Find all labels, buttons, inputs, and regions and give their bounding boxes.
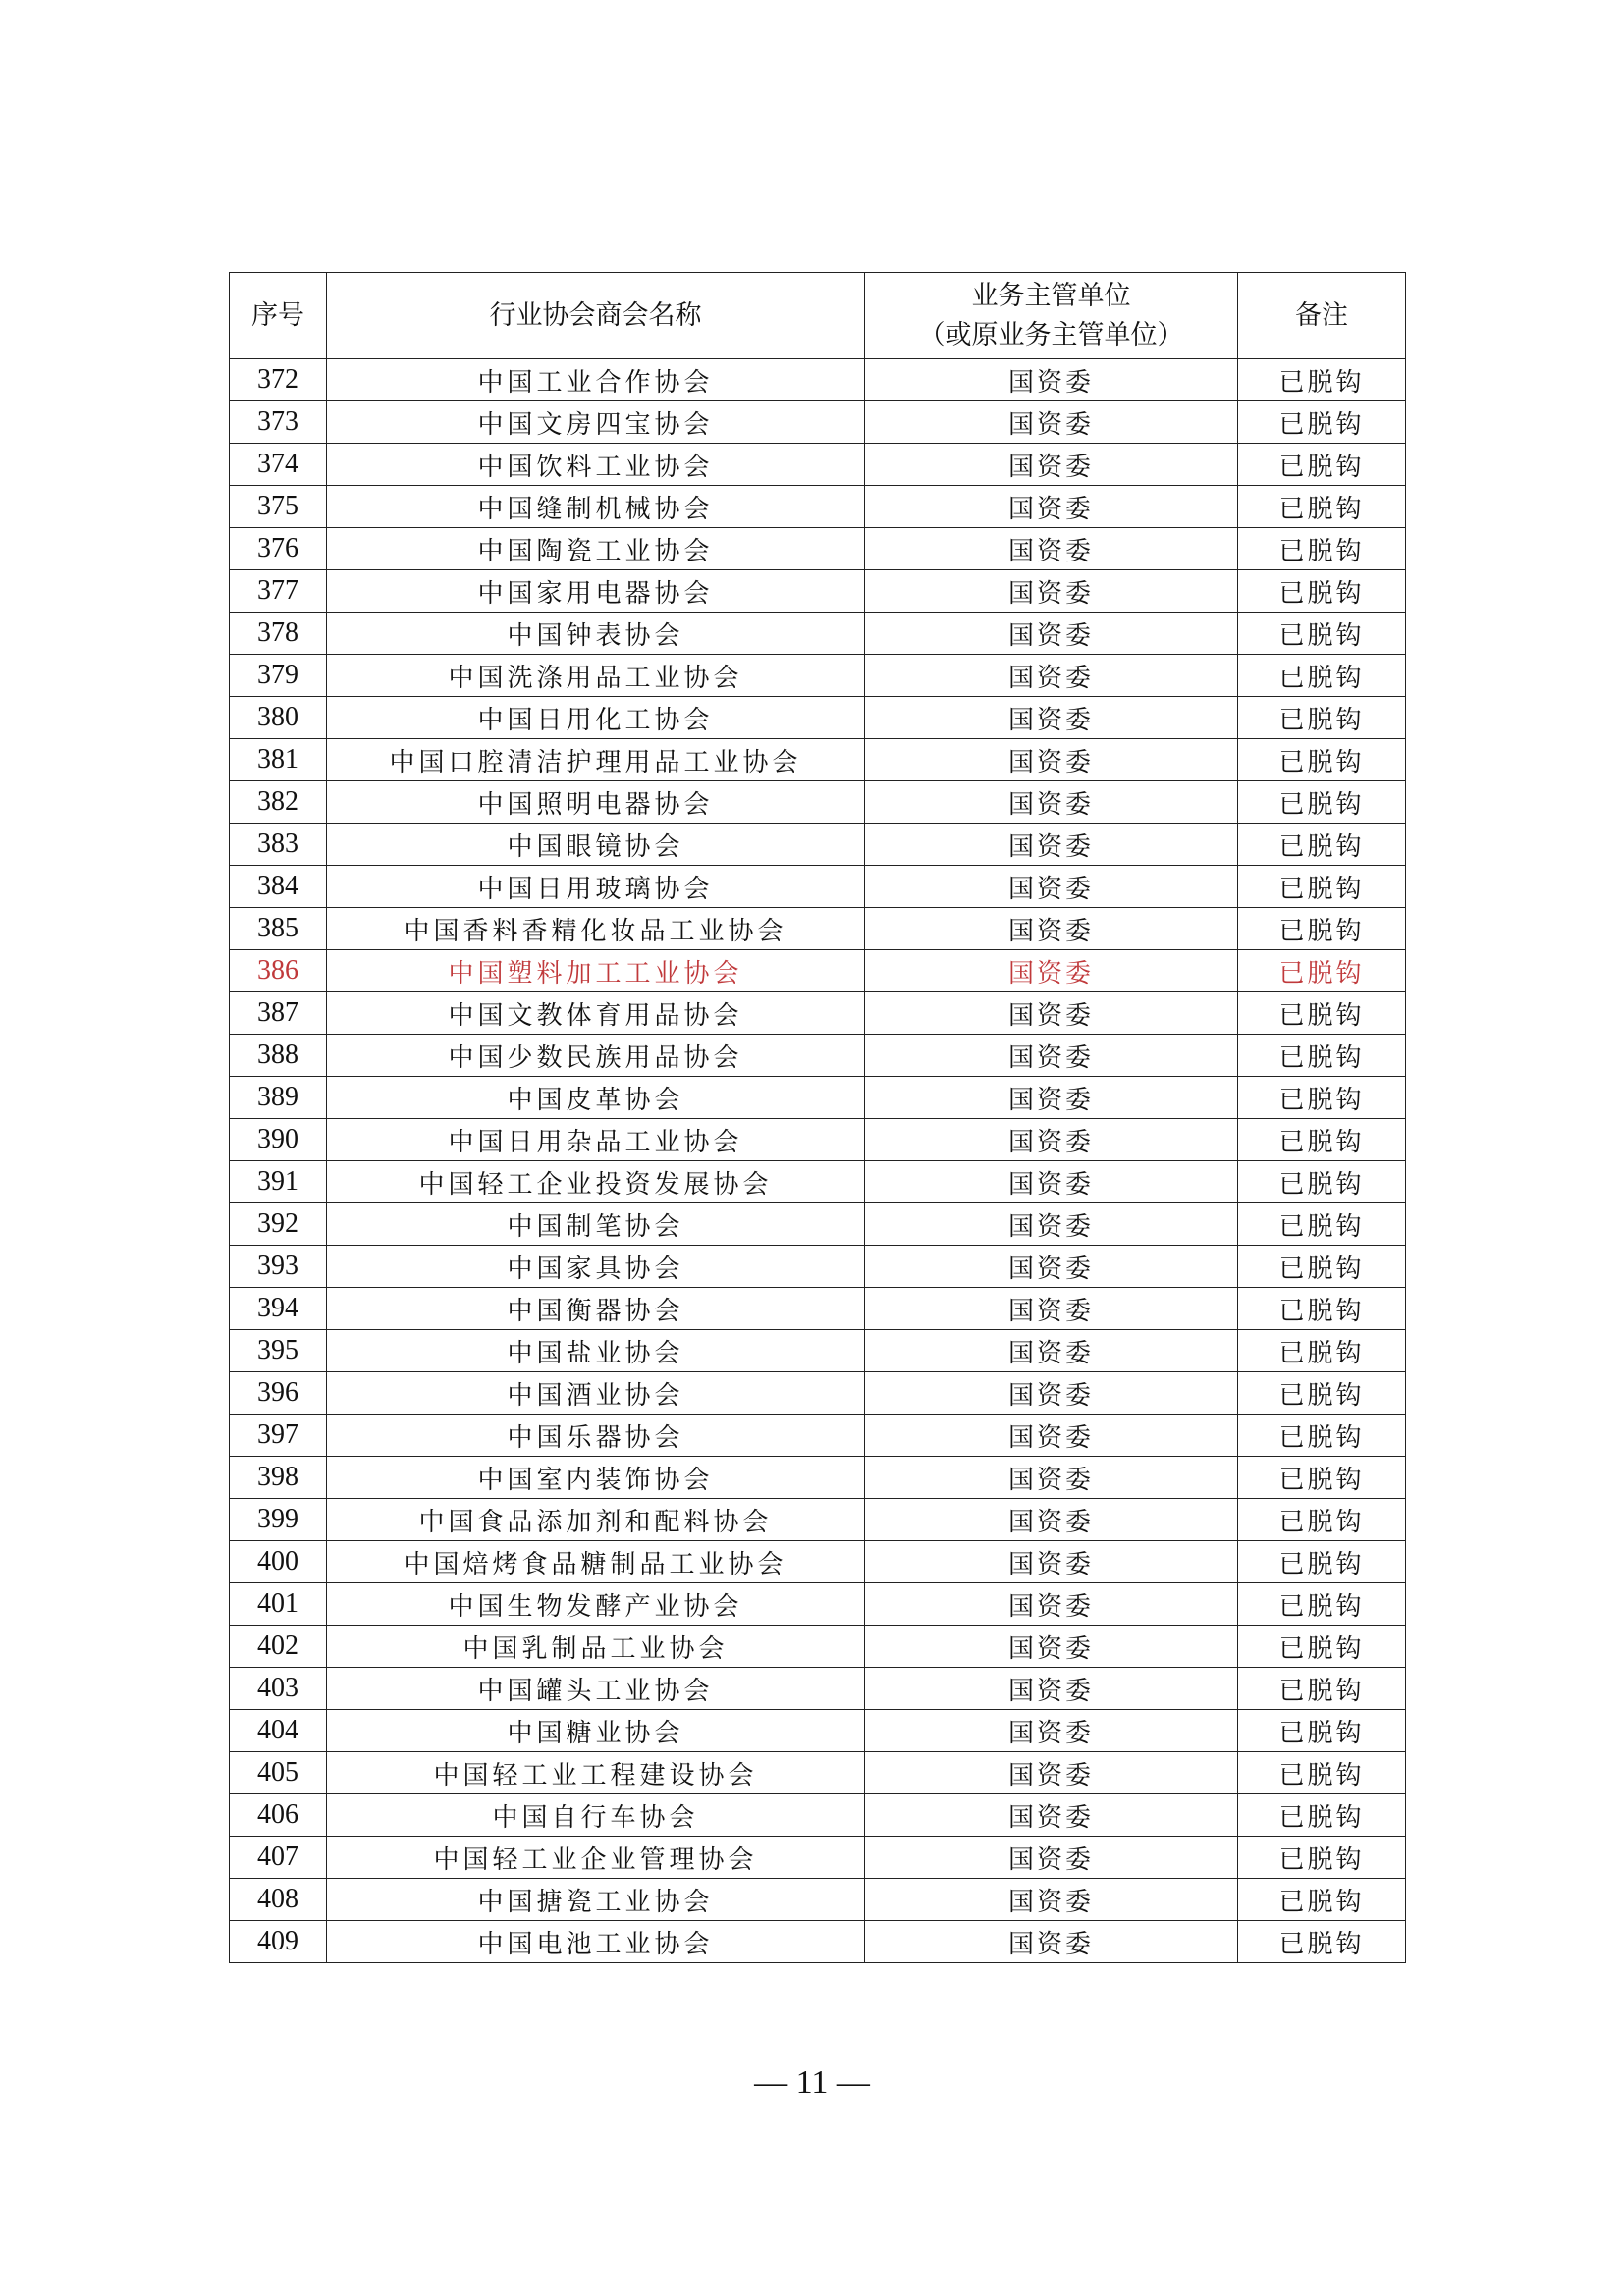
- table-row: [230, 655, 1406, 697]
- cell-association-name: 中国工业合作协会: [327, 359, 865, 401]
- cell-supervising-unit: 国资委: [865, 1752, 1238, 1794]
- cell-serial-number: 378: [230, 613, 327, 655]
- cell-association-name: 中国日用玻璃协会: [327, 866, 865, 908]
- cell-association-name: 中国塑料加工工业协会: [327, 950, 865, 992]
- cell-supervising-unit: 国资委: [865, 1372, 1238, 1415]
- cell-association-name: 中国文房四宝协会: [327, 401, 865, 444]
- cell-remarks: 已脱钩: [1238, 781, 1406, 824]
- cell-serial-number: 385: [230, 908, 327, 950]
- cell-remarks: 已脱钩: [1238, 950, 1406, 992]
- header-association-name: 行业协会商会名称: [327, 273, 865, 359]
- cell-serial-number: 389: [230, 1077, 327, 1119]
- table-row: [230, 824, 1406, 866]
- cell-remarks: 已脱钩: [1238, 1583, 1406, 1626]
- cell-remarks: 已脱钩: [1238, 824, 1406, 866]
- cell-serial-number: 379: [230, 655, 327, 697]
- cell-supervising-unit: 国资委: [865, 992, 1238, 1035]
- cell-remarks: 已脱钩: [1238, 1330, 1406, 1372]
- cell-association-name: 中国轻工业企业管理协会: [327, 1837, 865, 1879]
- cell-remarks: 已脱钩: [1238, 1288, 1406, 1330]
- table-row: [230, 1837, 1406, 1879]
- cell-remarks: 已脱钩: [1238, 1499, 1406, 1541]
- table-row: [230, 1541, 1406, 1583]
- cell-supervising-unit: 国资委: [865, 1119, 1238, 1161]
- table-row: [230, 1879, 1406, 1921]
- table-row: [230, 1372, 1406, 1415]
- cell-supervising-unit: 国资委: [865, 359, 1238, 401]
- cell-supervising-unit: 国资委: [865, 1415, 1238, 1457]
- cell-supervising-unit: 国资委: [865, 1541, 1238, 1583]
- cell-remarks: 已脱钩: [1238, 655, 1406, 697]
- association-table: [229, 272, 1406, 1963]
- cell-supervising-unit: 国资委: [865, 866, 1238, 908]
- cell-supervising-unit: 国资委: [865, 1921, 1238, 1963]
- cell-supervising-unit: 国资委: [865, 1077, 1238, 1119]
- cell-remarks: 已脱钩: [1238, 908, 1406, 950]
- cell-serial-number: 408: [230, 1879, 327, 1921]
- cell-association-name: 中国糖业协会: [327, 1710, 865, 1752]
- table-row: [230, 1035, 1406, 1077]
- cell-association-name: 中国衡器协会: [327, 1288, 865, 1330]
- cell-serial-number: 397: [230, 1415, 327, 1457]
- cell-association-name: 中国眼镜协会: [327, 824, 865, 866]
- table-row: [230, 359, 1406, 401]
- table-row: [230, 1668, 1406, 1710]
- table-row: [230, 1077, 1406, 1119]
- cell-association-name: 中国陶瓷工业协会: [327, 528, 865, 570]
- cell-supervising-unit: 国资委: [865, 824, 1238, 866]
- cell-association-name: 中国少数民族用品协会: [327, 1035, 865, 1077]
- cell-association-name: 中国家具协会: [327, 1246, 865, 1288]
- cell-association-name: 中国罐头工业协会: [327, 1668, 865, 1710]
- cell-association-name: 中国缝制机械协会: [327, 486, 865, 528]
- cell-association-name: 中国乐器协会: [327, 1415, 865, 1457]
- cell-serial-number: 395: [230, 1330, 327, 1372]
- table-row: [230, 444, 1406, 486]
- cell-supervising-unit: 国资委: [865, 1710, 1238, 1752]
- cell-serial-number: 382: [230, 781, 327, 824]
- cell-remarks: 已脱钩: [1238, 1752, 1406, 1794]
- cell-remarks: 已脱钩: [1238, 1203, 1406, 1246]
- cell-supervising-unit: 国资委: [865, 570, 1238, 613]
- cell-supervising-unit: 国资委: [865, 908, 1238, 950]
- cell-supervising-unit: 国资委: [865, 739, 1238, 781]
- table-row: [230, 1288, 1406, 1330]
- table-row: [230, 739, 1406, 781]
- cell-serial-number: 380: [230, 697, 327, 739]
- page-number: — 11 —: [754, 2064, 870, 2101]
- table-row: [230, 1921, 1406, 1963]
- cell-remarks: 已脱钩: [1238, 1246, 1406, 1288]
- cell-supervising-unit: 国资委: [865, 1203, 1238, 1246]
- cell-supervising-unit: 国资委: [865, 1626, 1238, 1668]
- cell-association-name: 中国室内装饰协会: [327, 1457, 865, 1499]
- table-row: [230, 1710, 1406, 1752]
- cell-serial-number: 375: [230, 486, 327, 528]
- table-row: [230, 1499, 1406, 1541]
- cell-remarks: 已脱钩: [1238, 444, 1406, 486]
- cell-serial-number: 406: [230, 1794, 327, 1837]
- table-row: [230, 1752, 1406, 1794]
- table-row: [230, 1246, 1406, 1288]
- cell-serial-number: 384: [230, 866, 327, 908]
- header-remarks: 备注: [1238, 273, 1406, 359]
- table-row: [230, 1161, 1406, 1203]
- table-row: [230, 528, 1406, 570]
- cell-association-name: 中国制笔协会: [327, 1203, 865, 1246]
- cell-serial-number: 401: [230, 1583, 327, 1626]
- cell-association-name: 中国钟表协会: [327, 613, 865, 655]
- cell-association-name: 中国酒业协会: [327, 1372, 865, 1415]
- cell-remarks: 已脱钩: [1238, 1541, 1406, 1583]
- cell-serial-number: 402: [230, 1626, 327, 1668]
- cell-supervising-unit: 国资委: [865, 401, 1238, 444]
- cell-association-name: 中国口腔清洁护理用品工业协会: [327, 739, 865, 781]
- cell-remarks: 已脱钩: [1238, 1837, 1406, 1879]
- cell-remarks: 已脱钩: [1238, 866, 1406, 908]
- cell-association-name: 中国自行车协会: [327, 1794, 865, 1837]
- cell-serial-number: 393: [230, 1246, 327, 1288]
- cell-serial-number: 373: [230, 401, 327, 444]
- cell-serial-number: 405: [230, 1752, 327, 1794]
- cell-serial-number: 383: [230, 824, 327, 866]
- cell-remarks: 已脱钩: [1238, 1372, 1406, 1415]
- cell-association-name: 中国焙烤食品糖制品工业协会: [327, 1541, 865, 1583]
- cell-supervising-unit: 国资委: [865, 1457, 1238, 1499]
- cell-serial-number: 403: [230, 1668, 327, 1710]
- cell-remarks: 已脱钩: [1238, 1794, 1406, 1837]
- header-supervising-unit: [865, 273, 1238, 359]
- cell-remarks: 已脱钩: [1238, 401, 1406, 444]
- table-row: [230, 1794, 1406, 1837]
- cell-remarks: 已脱钩: [1238, 1119, 1406, 1161]
- cell-serial-number: 372: [230, 359, 327, 401]
- table-row: [230, 570, 1406, 613]
- cell-serial-number: 407: [230, 1837, 327, 1879]
- table-row: [230, 992, 1406, 1035]
- table-row: [230, 1415, 1406, 1457]
- cell-association-name: 中国轻工业工程建设协会: [327, 1752, 865, 1794]
- cell-serial-number: 394: [230, 1288, 327, 1330]
- cell-remarks: 已脱钩: [1238, 1415, 1406, 1457]
- cell-association-name: 中国盐业协会: [327, 1330, 865, 1372]
- cell-supervising-unit: 国资委: [865, 486, 1238, 528]
- table-row: [230, 697, 1406, 739]
- table-row: [230, 866, 1406, 908]
- table-row: [230, 950, 1406, 992]
- cell-association-name: 中国搪瓷工业协会: [327, 1879, 865, 1921]
- cell-association-name: 中国乳制品工业协会: [327, 1626, 865, 1668]
- cell-serial-number: 404: [230, 1710, 327, 1752]
- cell-serial-number: 409: [230, 1921, 327, 1963]
- cell-remarks: 已脱钩: [1238, 992, 1406, 1035]
- cell-serial-number: 387: [230, 992, 327, 1035]
- cell-association-name: 中国电池工业协会: [327, 1921, 865, 1963]
- cell-remarks: 已脱钩: [1238, 359, 1406, 401]
- cell-remarks: 已脱钩: [1238, 697, 1406, 739]
- table-row: [230, 781, 1406, 824]
- cell-association-name: 中国日用杂品工业协会: [327, 1119, 865, 1161]
- cell-supervising-unit: 国资委: [865, 528, 1238, 570]
- cell-serial-number: 400: [230, 1541, 327, 1583]
- table-body: [230, 359, 1406, 1963]
- table-row: [230, 1119, 1406, 1161]
- cell-serial-number: 390: [230, 1119, 327, 1161]
- cell-supervising-unit: 国资委: [865, 1668, 1238, 1710]
- cell-supervising-unit: 国资委: [865, 1035, 1238, 1077]
- cell-remarks: 已脱钩: [1238, 1921, 1406, 1963]
- table-row: [230, 613, 1406, 655]
- table-row: [230, 1626, 1406, 1668]
- cell-association-name: 中国日用化工协会: [327, 697, 865, 739]
- cell-association-name: 中国香料香精化妆品工业协会: [327, 908, 865, 950]
- cell-serial-number: 386: [230, 950, 327, 992]
- table-row: [230, 1203, 1406, 1246]
- table-row: [230, 1457, 1406, 1499]
- cell-supervising-unit: 国资委: [865, 1499, 1238, 1541]
- cell-supervising-unit: 国资委: [865, 613, 1238, 655]
- cell-remarks: 已脱钩: [1238, 1710, 1406, 1752]
- cell-serial-number: 398: [230, 1457, 327, 1499]
- cell-supervising-unit: 国资委: [865, 1246, 1238, 1288]
- table-row: [230, 1583, 1406, 1626]
- cell-remarks: 已脱钩: [1238, 1668, 1406, 1710]
- cell-supervising-unit: 国资委: [865, 950, 1238, 992]
- cell-serial-number: 388: [230, 1035, 327, 1077]
- cell-supervising-unit: 国资委: [865, 1879, 1238, 1921]
- cell-association-name: 中国轻工企业投资发展协会: [327, 1161, 865, 1203]
- cell-supervising-unit: 国资委: [865, 1583, 1238, 1626]
- header-supervising-unit-line2: （或原业务主管单位）: [918, 319, 1184, 350]
- cell-supervising-unit: 国资委: [865, 1837, 1238, 1879]
- cell-remarks: 已脱钩: [1238, 1077, 1406, 1119]
- table-row: [230, 908, 1406, 950]
- cell-association-name: 中国照明电器协会: [327, 781, 865, 824]
- cell-supervising-unit: 国资委: [865, 697, 1238, 739]
- cell-serial-number: 396: [230, 1372, 327, 1415]
- table-row: [230, 1330, 1406, 1372]
- cell-supervising-unit: 国资委: [865, 655, 1238, 697]
- cell-serial-number: 377: [230, 570, 327, 613]
- header-supervising-unit-line1: 业务主管单位: [971, 280, 1131, 311]
- cell-remarks: 已脱钩: [1238, 1035, 1406, 1077]
- cell-association-name: 中国皮革协会: [327, 1077, 865, 1119]
- cell-association-name: 中国文教体育用品协会: [327, 992, 865, 1035]
- table-row: [230, 486, 1406, 528]
- cell-serial-number: 391: [230, 1161, 327, 1203]
- cell-association-name: 中国生物发酵产业协会: [327, 1583, 865, 1626]
- cell-serial-number: 376: [230, 528, 327, 570]
- table-header-row: [230, 273, 1406, 359]
- cell-remarks: 已脱钩: [1238, 613, 1406, 655]
- cell-remarks: 已脱钩: [1238, 570, 1406, 613]
- cell-association-name: 中国洗涤用品工业协会: [327, 655, 865, 697]
- cell-supervising-unit: 国资委: [865, 444, 1238, 486]
- header-serial-number: 序号: [230, 273, 327, 359]
- cell-remarks: 已脱钩: [1238, 1879, 1406, 1921]
- cell-supervising-unit: 国资委: [865, 1794, 1238, 1837]
- cell-remarks: 已脱钩: [1238, 1457, 1406, 1499]
- cell-remarks: 已脱钩: [1238, 1626, 1406, 1668]
- cell-serial-number: 374: [230, 444, 327, 486]
- cell-serial-number: 392: [230, 1203, 327, 1246]
- cell-remarks: 已脱钩: [1238, 1161, 1406, 1203]
- cell-association-name: 中国家用电器协会: [327, 570, 865, 613]
- cell-supervising-unit: 国资委: [865, 1330, 1238, 1372]
- cell-supervising-unit: 国资委: [865, 781, 1238, 824]
- cell-supervising-unit: 国资委: [865, 1161, 1238, 1203]
- cell-remarks: 已脱钩: [1238, 739, 1406, 781]
- cell-supervising-unit: 国资委: [865, 1288, 1238, 1330]
- cell-association-name: 中国饮料工业协会: [327, 444, 865, 486]
- cell-remarks: 已脱钩: [1238, 528, 1406, 570]
- cell-remarks: 已脱钩: [1238, 486, 1406, 528]
- table-row: [230, 401, 1406, 444]
- cell-association-name: 中国食品添加剂和配料协会: [327, 1499, 865, 1541]
- cell-serial-number: 381: [230, 739, 327, 781]
- cell-serial-number: 399: [230, 1499, 327, 1541]
